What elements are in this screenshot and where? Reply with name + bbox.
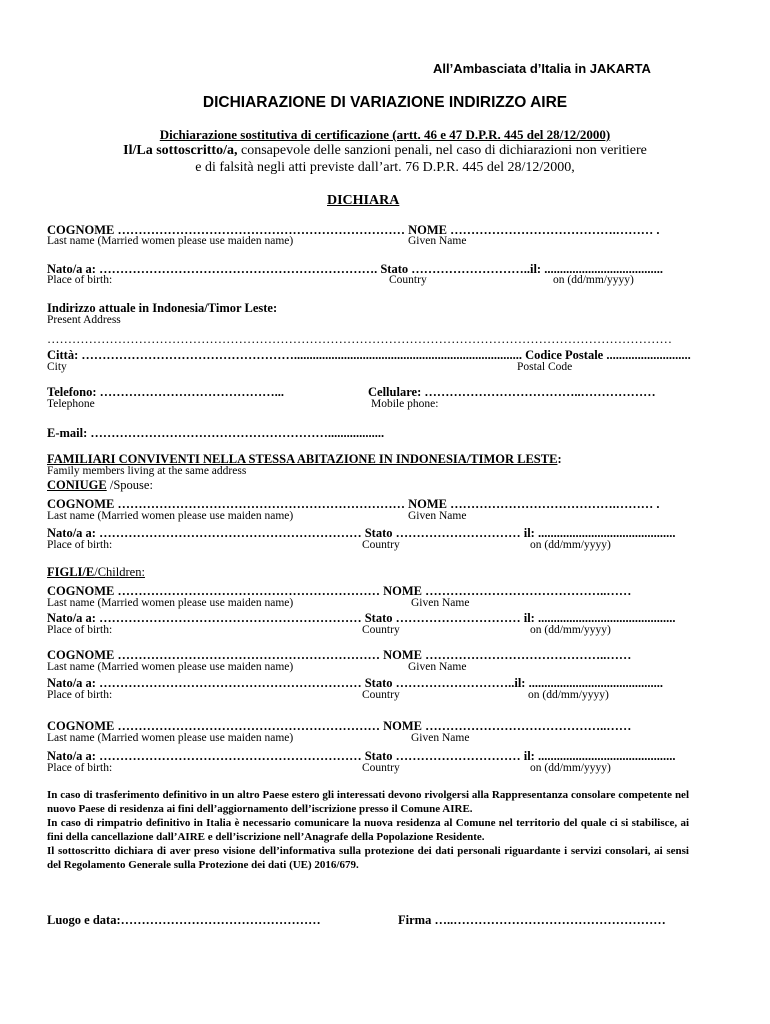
intro-text: consapevole delle sanzioni penali, nel caso di dichiarazioni non veritiere <box>237 143 647 158</box>
date-caption: on (dd/mm/yyyy) <box>530 624 611 636</box>
place-of-birth-caption: Place of birth: <box>47 274 113 286</box>
last-name-caption: Last name (Married women please use maiden name) <box>47 661 294 673</box>
mobile-field[interactable]: Cellulare: ………………………………..……………… <box>368 385 656 399</box>
place-date-field[interactable]: Luogo e data:………………………………………… <box>47 913 321 927</box>
notes-block <box>47 788 689 872</box>
postal-code-caption: Postal Code <box>517 361 573 373</box>
place-of-birth-caption: Place of birth: <box>47 539 113 551</box>
telephone-field[interactable]: Telefono: ……………………………………... <box>47 385 285 399</box>
date-caption: on (dd/mm/yyyy) <box>530 762 611 774</box>
country-caption: Country <box>389 274 427 286</box>
spouse-cognome-field[interactable]: COGNOME …………………………………………………………… NOME ………………………………….……… . <box>47 497 660 511</box>
last-name-caption: Last name (Married women please use maiden name) <box>47 732 294 744</box>
recipient-line: All’Ambasciata d’Italia in JAKARTA <box>433 61 651 76</box>
given-name-caption: Given Name <box>411 732 470 744</box>
email-field[interactable]: E-mail: ………………………………………………….................. <box>47 426 385 440</box>
city-field[interactable]: Città: ……………………………………………......................................................................... Codice Postale ........................... <box>47 348 691 362</box>
dichiara-heading: DICHIARA <box>327 193 400 208</box>
last-name-caption: Last name (Married women please use maiden name) <box>47 235 294 247</box>
child-3-cognome-field[interactable]: COGNOME ……………………………………………………… NOME ……………………………………..…… <box>47 719 632 733</box>
address-input-line[interactable]: …………………………………………………………………………………………………………………………………… <box>47 332 672 346</box>
family-caption: Family members living at the same address <box>47 465 247 477</box>
spouse-birth-field[interactable]: Nato/a a: ……………………………………………………… Stato ………………………… il: ............................................ <box>47 526 676 540</box>
country-caption: Country <box>362 539 400 551</box>
declarant-cognome-field[interactable]: COGNOME …………………………………………………………… NOME ………………………………….……… . <box>47 223 660 237</box>
telephone-caption: Telephone <box>47 398 95 410</box>
child-1-birth-field[interactable]: Nato/a a: ……………………………………………………… Stato ………………………… il: ............................................ <box>47 611 676 625</box>
child-1-cognome-field[interactable]: COGNOME ……………………………………………………… NOME ……………………………………..…… <box>47 584 632 598</box>
given-name-caption: Given Name <box>411 597 470 609</box>
children-heading <box>47 565 145 580</box>
date-caption: on (dd/mm/yyyy) <box>530 539 611 551</box>
spouse-suffix: /Spouse: <box>106 478 153 492</box>
country-caption: Country <box>362 762 400 774</box>
present-address-caption: Present Address <box>47 314 121 326</box>
country-caption: Country <box>362 624 400 636</box>
given-name-caption: Given Name <box>408 510 467 522</box>
date-caption: on (dd/mm/yyyy) <box>528 689 609 701</box>
place-of-birth-caption: Place of birth: <box>47 624 113 636</box>
spouse-heading <box>47 478 153 493</box>
children-suffix: /Children: <box>94 565 145 579</box>
given-name-caption: Given Name <box>408 235 467 247</box>
intro-line-2: e di falsità negli atti previste dall’art. 76 D.P.R. 445 del 28/12/2000, <box>195 160 575 175</box>
subtitle: Dichiarazione sostitutiva di certificazione (artt. 46 e 47 D.P.R. 445 del 28/12/2000) <box>159 127 611 142</box>
page-title: DICHIARAZIONE DI VARIAZIONE INDIRIZZO AIRE <box>202 94 568 111</box>
note-privacy: Il sottoscritto dichiara di aver preso visione dell’informativa sulla protezione dei dati personali riguardante i servizi consolari, ai sensi del Regolamento Generale sulla Protezione dei dati (UE) 2016/679. <box>47 845 689 871</box>
intro-bold: Il/La sottoscritto/a, <box>123 143 238 158</box>
place-of-birth-caption: Place of birth: <box>47 762 113 774</box>
note-repatriation: In caso di rimpatrio definitivo in Italia è necessario comunicare la nuova residenza al Comune nel territorio del quale ci si stabilisce, ai fini della cancellazione dall’AIRE e dell’iscrizione nell’Anagrafe della Popolazione Residente. <box>47 817 689 843</box>
given-name-caption: Given Name <box>408 661 467 673</box>
family-title-suffix: : <box>557 452 562 466</box>
city-caption: City <box>47 361 67 373</box>
declarant-birth-field[interactable]: Nato/a a: …………………………………………………………. Stato ………………………..il: ...................................... <box>47 262 663 276</box>
spouse-label: CONIUGE <box>47 478 107 492</box>
last-name-caption: Last name (Married women please use maiden name) <box>47 510 294 522</box>
children-label: FIGLI/E <box>47 565 95 579</box>
child-2-birth-field[interactable]: Nato/a a: ……………………………………………………… Stato ………………………..il: ........................................... <box>47 676 663 690</box>
place-of-birth-caption: Place of birth: <box>47 689 113 701</box>
note-transfer: In caso di trasferimento definitivo in un altro Paese estero gli interessati devono rivolgersi alla Rappresentanza consolare competente nel nuovo Paese di residenza ai fini dell’aggiornamento dell’iscrizione presso il Comune AIRE. <box>47 789 689 815</box>
country-caption: Country <box>362 689 400 701</box>
child-3-birth-field[interactable]: Nato/a a: ……………………………………………………… Stato ………………………… il: ............................................ <box>47 749 676 763</box>
child-2-cognome-field[interactable]: COGNOME ……………………………………………………… NOME ……………………………………..…… <box>47 648 632 662</box>
last-name-caption: Last name (Married women please use maiden name) <box>47 597 294 609</box>
intro-line-1 <box>0 143 770 159</box>
mobile-caption: Mobile phone: <box>371 398 439 410</box>
signature-field[interactable]: Firma …..…………………………………………… <box>398 913 666 927</box>
family-title: FAMILIARI CONVIVENTI NELLA STESSA ABITAZIONE IN INDONESIA/TIMOR LESTE <box>47 452 558 466</box>
address-label: Indirizzo attuale in Indonesia/Timor Leste: <box>47 301 278 315</box>
date-caption: on (dd/mm/yyyy) <box>553 274 634 286</box>
